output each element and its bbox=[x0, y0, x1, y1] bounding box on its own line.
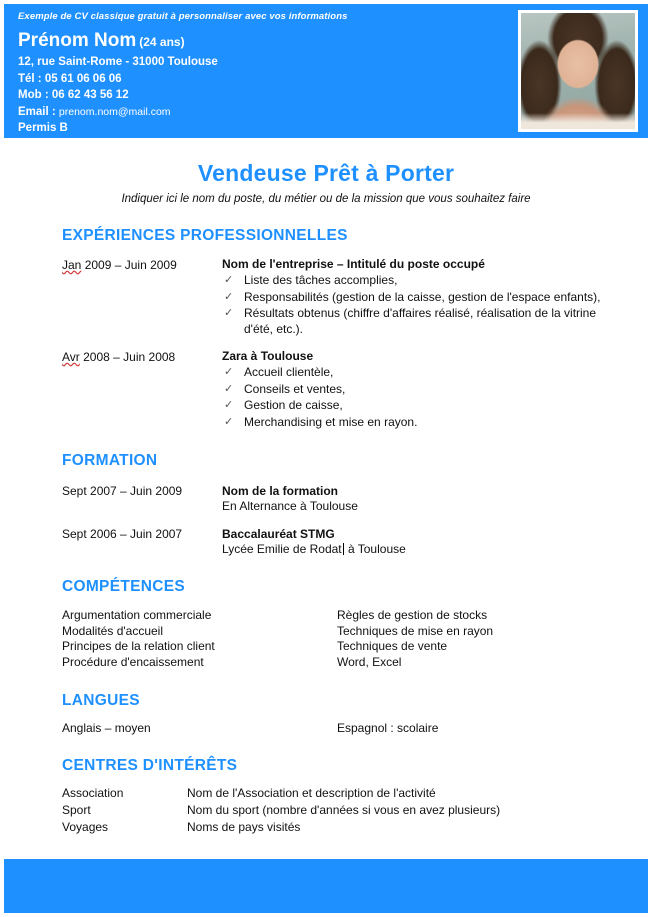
check-icon: ✓ bbox=[224, 290, 234, 303]
list-item-text: Liste des tâches accomplies, bbox=[244, 273, 398, 287]
contact-email-line bbox=[18, 104, 218, 121]
experience-date-prefix: Avr bbox=[62, 350, 80, 364]
interet-row bbox=[62, 820, 612, 834]
interet-value: Nom de l'Association et description de l'activité bbox=[187, 786, 436, 800]
experience-date-rest: 2008 – Juin 2008 bbox=[79, 350, 176, 364]
interet-label: Sport bbox=[62, 803, 91, 817]
experience-bullets bbox=[222, 273, 612, 337]
competence-item: Word, Excel bbox=[337, 654, 402, 669]
section-competences bbox=[0, 578, 652, 670]
experience-body bbox=[222, 257, 612, 337]
formation-sub: En Alternance à Toulouse bbox=[222, 499, 358, 513]
langue-item-left: Anglais – moyen bbox=[62, 721, 151, 735]
list-item-text: Résultats obtenus (chiffre d'affaires réalisé, réalisation de la vitrine d'été, etc.). bbox=[244, 306, 597, 336]
langue-item-right: Espagnol : scolaire bbox=[337, 721, 439, 735]
list-item-text: Responsabilités (gestion de la caisse, gestion de l'espace enfants), bbox=[244, 289, 601, 304]
experience-item bbox=[62, 257, 612, 337]
title-block bbox=[0, 160, 652, 205]
contact-tel-value: 05 61 06 06 06 bbox=[44, 72, 122, 85]
list-item bbox=[222, 382, 612, 398]
check-icon: ✓ bbox=[224, 274, 234, 286]
list-item bbox=[222, 365, 612, 381]
interet-row bbox=[62, 786, 612, 800]
contact-tel-label: Tél : bbox=[18, 72, 42, 85]
list-item bbox=[222, 273, 612, 289]
list-item-text: Accueil clientèle, bbox=[244, 365, 334, 379]
experience-item bbox=[62, 349, 612, 430]
contact-email-value: prenom.nom@mail.com bbox=[58, 105, 171, 118]
text-caret bbox=[343, 543, 344, 555]
contact-mob-value: 06 62 43 56 12 bbox=[51, 89, 129, 101]
check-icon: ✓ bbox=[224, 399, 234, 411]
photo-frame bbox=[518, 10, 638, 132]
interet-value: Noms de pays visités bbox=[187, 820, 301, 834]
section-interets bbox=[0, 757, 652, 834]
page-title: Vendeuse Prêt à Porter bbox=[197, 160, 455, 186]
section-title-formation: FORMATION bbox=[62, 452, 158, 469]
competences-column-right bbox=[337, 608, 612, 670]
experience-bullets bbox=[222, 365, 612, 430]
formation-date: Sept 2007 – Juin 2009 bbox=[62, 484, 183, 498]
contact-block bbox=[18, 54, 218, 137]
section-title-interets: CENTRES D'INTÉRÊTS bbox=[62, 757, 238, 774]
formation-body bbox=[222, 484, 612, 513]
page-subtitle: Indiquer ici le nom du poste, du métier ou de la mission que vous souhaitez faire bbox=[121, 193, 531, 205]
list-item-text: Conseils et ventes, bbox=[244, 381, 346, 396]
list-item bbox=[222, 290, 612, 306]
competence-item: Techniques de vente bbox=[337, 639, 448, 653]
formation-title: Baccalauréat STMG bbox=[222, 527, 335, 541]
section-experiences bbox=[0, 227, 652, 430]
check-icon: ✓ bbox=[224, 307, 234, 319]
section-title-experiences: EXPÉRIENCES PROFESSIONNELLES bbox=[62, 227, 348, 244]
experience-date bbox=[62, 257, 222, 337]
candidate-name-line bbox=[18, 30, 185, 52]
formation-item bbox=[62, 527, 612, 556]
contact-mob-line bbox=[18, 87, 218, 104]
competence-item: Argumentation commerciale bbox=[62, 608, 212, 622]
check-icon: ✓ bbox=[224, 415, 234, 428]
interet-label: Association bbox=[62, 786, 124, 800]
experience-date bbox=[62, 349, 222, 430]
formation-title: Nom de la formation bbox=[222, 484, 339, 498]
list-item-text: Gestion de caisse, bbox=[244, 398, 343, 412]
header-note: Exemple de CV classique gratuit à personnaliser avec vos informations bbox=[18, 11, 348, 22]
competence-item: Modalités d'accueil bbox=[62, 623, 164, 638]
competences-column-left bbox=[62, 608, 337, 670]
candidate-name: Prénom Nom bbox=[18, 30, 137, 51]
formation-sub bbox=[222, 542, 612, 556]
experience-heading: Zara à Toulouse bbox=[222, 349, 314, 363]
competence-item: Techniques de mise en rayon bbox=[337, 623, 494, 638]
formation-date: Sept 2006 – Juin 2007 bbox=[62, 527, 183, 541]
formation-item bbox=[62, 484, 612, 513]
list-item bbox=[222, 306, 612, 337]
list-item bbox=[222, 398, 612, 414]
section-langues bbox=[0, 692, 652, 735]
contact-address: 12, rue Saint-Rome - 31000 Toulouse bbox=[18, 56, 218, 68]
formation-sub-before: Lycée Emilie de Rodat bbox=[222, 542, 342, 556]
formation-body bbox=[222, 527, 612, 556]
interets-list bbox=[62, 786, 612, 834]
cv-header bbox=[4, 4, 648, 138]
list-item bbox=[222, 415, 612, 431]
experience-date-rest: 2009 – Juin 2009 bbox=[81, 258, 177, 272]
experience-heading: Nom de l'entreprise – Intitulé du poste occupé bbox=[222, 257, 485, 271]
contact-permis: Permis B bbox=[18, 122, 68, 134]
footer-bar bbox=[4, 859, 648, 913]
contact-tel-line bbox=[18, 71, 218, 88]
competence-item: Principes de la relation client bbox=[62, 639, 215, 653]
contact-email-label: Email : bbox=[18, 105, 56, 118]
interet-value: Nom du sport (nombre d'années si vous en avez plusieurs) bbox=[187, 803, 501, 817]
section-title-langues: LANGUES bbox=[62, 692, 140, 709]
langues-grid bbox=[62, 721, 612, 735]
section-formation bbox=[0, 452, 652, 556]
competence-item: Règles de gestion de stocks bbox=[337, 608, 488, 622]
competences-grid bbox=[62, 608, 612, 670]
candidate-photo bbox=[521, 13, 635, 129]
list-item-text: Merchandising et mise en rayon. bbox=[244, 414, 418, 429]
formation-sub-after: à Toulouse bbox=[344, 542, 406, 556]
experience-body bbox=[222, 349, 612, 430]
interet-row bbox=[62, 803, 612, 817]
check-icon: ✓ bbox=[224, 366, 234, 378]
check-icon: ✓ bbox=[224, 382, 234, 395]
experience-date-prefix: Jan bbox=[62, 258, 82, 272]
contact-mob-label: Mob : bbox=[18, 89, 49, 101]
section-title-competences: COMPÉTENCES bbox=[62, 578, 186, 595]
candidate-age: (24 ans) bbox=[139, 35, 185, 49]
competence-item: Procédure d'encaissement bbox=[62, 654, 204, 669]
cv-body bbox=[0, 160, 652, 834]
interet-label: Voyages bbox=[62, 820, 109, 834]
